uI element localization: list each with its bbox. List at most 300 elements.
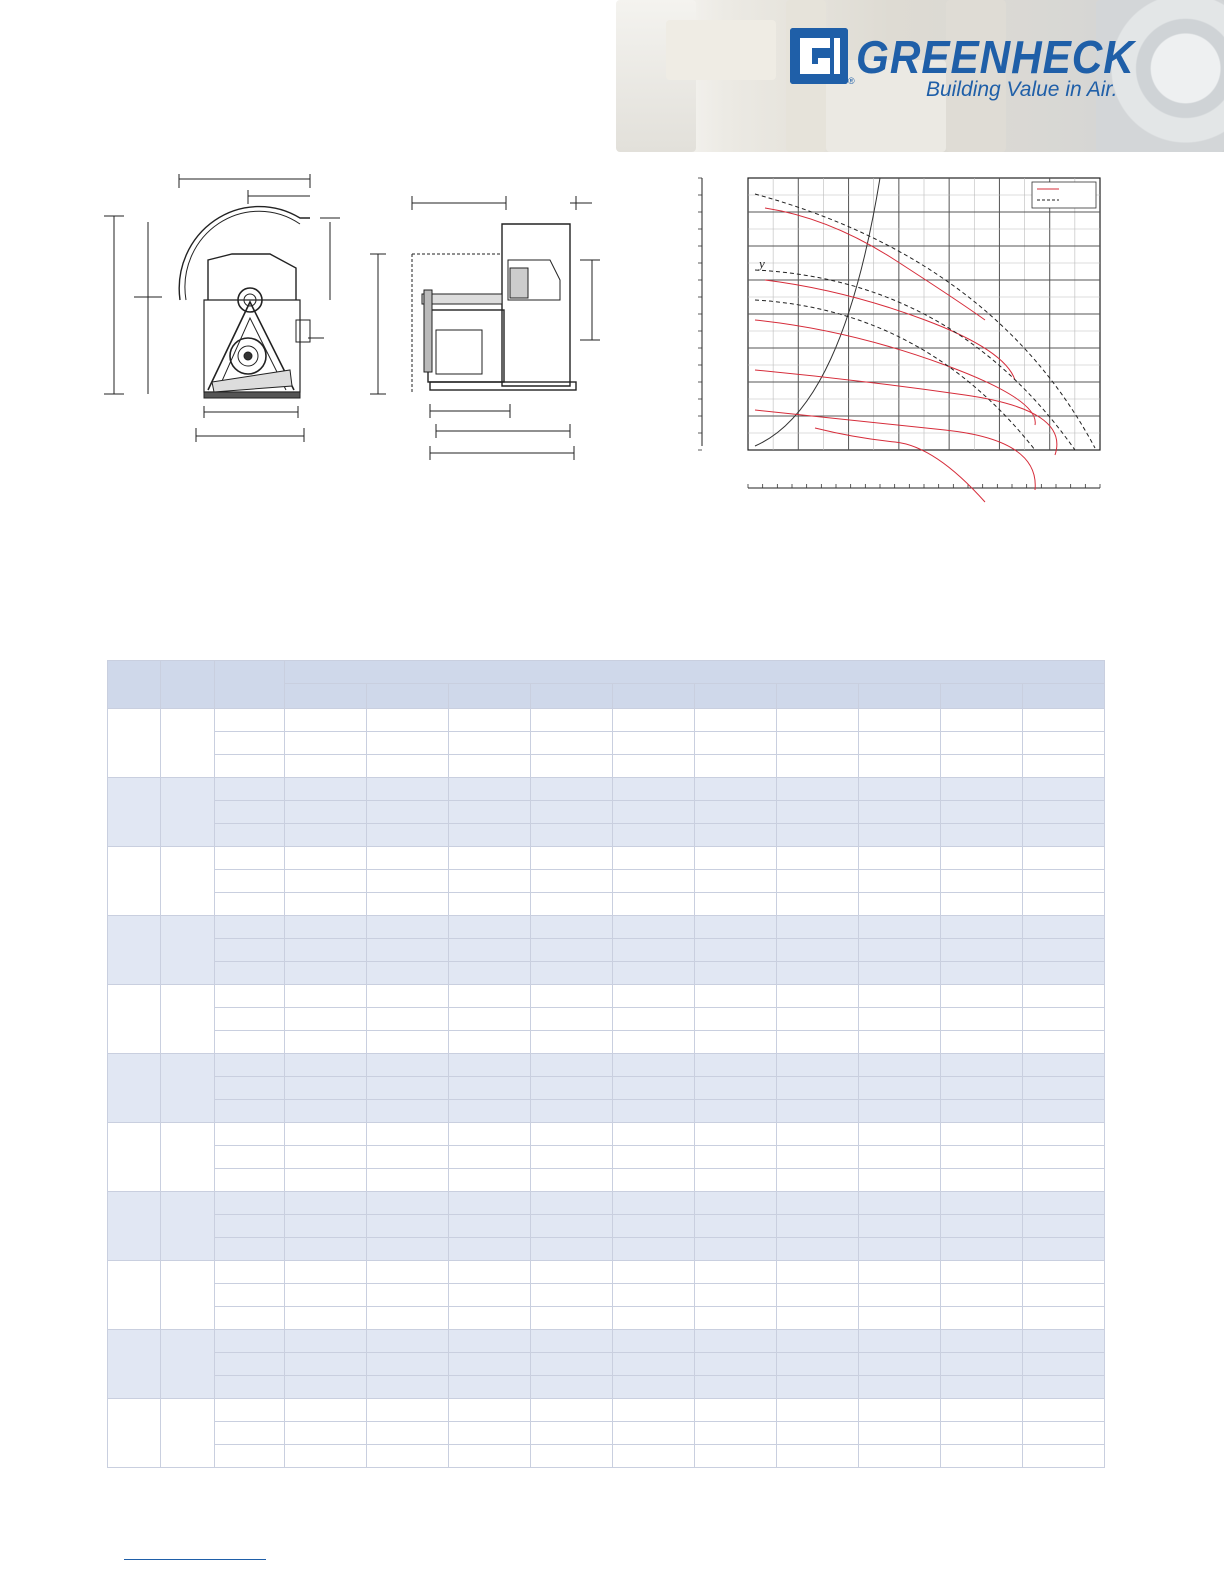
table-header-span (285, 661, 1105, 684)
table-cell (695, 1284, 777, 1307)
table-cell (777, 778, 859, 801)
table-cell (449, 1169, 531, 1192)
table-cell (1023, 1376, 1105, 1399)
table-cell (613, 962, 695, 985)
table-cell (777, 755, 859, 778)
table-cell (449, 1399, 531, 1422)
table-cell (531, 732, 613, 755)
table-cell (1023, 1307, 1105, 1330)
table-cell (613, 1008, 695, 1031)
table-cell (285, 985, 367, 1008)
table-cell (859, 1422, 941, 1445)
table-row (108, 1054, 1105, 1077)
table-cell (613, 755, 695, 778)
table-cell (777, 1330, 859, 1353)
table-group-cell (108, 985, 161, 1054)
footer-rule (124, 1559, 266, 1560)
table-cell (859, 847, 941, 870)
table-cell (367, 1284, 449, 1307)
table-cell (531, 1284, 613, 1307)
table-row (108, 1307, 1105, 1330)
table-row (108, 1215, 1105, 1238)
table-cell (449, 732, 531, 755)
table-subheader-cell (859, 684, 941, 709)
table-cell (859, 1031, 941, 1054)
table-cell (367, 1031, 449, 1054)
table-row (108, 1123, 1105, 1146)
table-cell (285, 962, 367, 985)
table-cell (531, 1192, 613, 1215)
table-cell (367, 1169, 449, 1192)
table-cell (449, 1261, 531, 1284)
table-cell (215, 732, 285, 755)
table-cell (367, 1077, 449, 1100)
performance-table (107, 660, 1105, 1468)
table-cell (613, 1353, 695, 1376)
table-cell (777, 1054, 859, 1077)
table-cell (777, 870, 859, 893)
table-group-cell (108, 1192, 161, 1261)
table-cell (859, 1008, 941, 1031)
table-cell (1023, 824, 1105, 847)
table-cell (695, 1330, 777, 1353)
table-cell (777, 1123, 859, 1146)
table-row (108, 755, 1105, 778)
table-cell (531, 847, 613, 870)
table-cell (859, 916, 941, 939)
table-cell (859, 1192, 941, 1215)
table-cell (941, 916, 1023, 939)
table-cell (1023, 1054, 1105, 1077)
table-cell (367, 755, 449, 778)
fan-curve-solid (755, 370, 1057, 455)
table-cell (285, 1123, 367, 1146)
table-cell (859, 985, 941, 1008)
table-cell (613, 916, 695, 939)
table-group-cell (161, 985, 215, 1054)
table-cell (777, 824, 859, 847)
table-cell (531, 1031, 613, 1054)
table-cell (449, 1100, 531, 1123)
table-cell (215, 1054, 285, 1077)
table-cell (941, 1422, 1023, 1445)
table-cell (367, 1330, 449, 1353)
table-cell (613, 1169, 695, 1192)
system-curve (755, 178, 880, 446)
table-cell (285, 1422, 367, 1445)
table-row (108, 962, 1105, 985)
table-cell (859, 1146, 941, 1169)
table-cell (367, 1307, 449, 1330)
table-cell (215, 709, 285, 732)
table-group-cell (161, 709, 215, 778)
table-row (108, 847, 1105, 870)
table-cell (777, 1031, 859, 1054)
table-cell (531, 1008, 613, 1031)
table-cell (285, 1238, 367, 1261)
table-cell (613, 870, 695, 893)
table-cell (695, 1077, 777, 1100)
table-cell (859, 1238, 941, 1261)
table-cell (367, 1100, 449, 1123)
chart-annotation-y: y (759, 256, 765, 271)
table-cell (367, 1123, 449, 1146)
table-cell (777, 939, 859, 962)
table-cell (285, 824, 367, 847)
table-cell (285, 1031, 367, 1054)
table-cell (613, 1422, 695, 1445)
table-cell (215, 939, 285, 962)
table-cell (941, 1192, 1023, 1215)
table-cell (613, 801, 695, 824)
table-cell (859, 1376, 941, 1399)
table-cell (695, 1123, 777, 1146)
table-cell (613, 1146, 695, 1169)
table-cell (777, 1100, 859, 1123)
table-subheader-cell (941, 684, 1023, 709)
table-row (108, 1100, 1105, 1123)
table-cell (1023, 939, 1105, 962)
brand-tagline: Building Value in Air. (926, 78, 1118, 101)
table-cell (531, 939, 613, 962)
table-cell (449, 1031, 531, 1054)
table-cell (215, 1169, 285, 1192)
table-row (108, 801, 1105, 824)
table-cell (941, 985, 1023, 1008)
table-cell (941, 709, 1023, 732)
table-cell (531, 1399, 613, 1422)
table-group-cell (161, 1054, 215, 1123)
table-cell (449, 1330, 531, 1353)
table-cell (215, 1031, 285, 1054)
table-cell (285, 1307, 367, 1330)
table-cell (215, 893, 285, 916)
table-cell (531, 1100, 613, 1123)
table-cell (215, 985, 285, 1008)
table-cell (777, 1077, 859, 1100)
table-cell (613, 1445, 695, 1468)
fan-curve-dashed (755, 300, 1035, 450)
table-cell (777, 1422, 859, 1445)
table-cell (695, 1353, 777, 1376)
brand-name: GREENHECK (856, 31, 1135, 83)
table-subheader-cell (367, 684, 449, 709)
table-cell (285, 916, 367, 939)
table-row (108, 824, 1105, 847)
table-cell (613, 1215, 695, 1238)
table-cell (285, 1284, 367, 1307)
table-cell (531, 1077, 613, 1100)
table-cell (695, 709, 777, 732)
table-cell (449, 1146, 531, 1169)
table-cell (859, 709, 941, 732)
table-cell (613, 1307, 695, 1330)
table-cell (777, 1399, 859, 1422)
table-cell (613, 1284, 695, 1307)
table-cell (285, 709, 367, 732)
table-cell (695, 1192, 777, 1215)
table-cell (449, 1215, 531, 1238)
table-cell (215, 1422, 285, 1445)
table-cell (613, 1077, 695, 1100)
table-cell (215, 1330, 285, 1353)
table-cell (613, 939, 695, 962)
table-cell (449, 1422, 531, 1445)
table-cell (285, 1146, 367, 1169)
table-cell (859, 939, 941, 962)
table-cell (859, 732, 941, 755)
table-cell (859, 1307, 941, 1330)
table-cell (1023, 1261, 1105, 1284)
table-cell (449, 824, 531, 847)
table-cell (941, 1284, 1023, 1307)
table-cell (449, 962, 531, 985)
table-cell (285, 1077, 367, 1100)
table-cell (941, 1307, 1023, 1330)
table-cell (215, 1376, 285, 1399)
table-row (108, 893, 1105, 916)
table-cell (367, 778, 449, 801)
table-subheader-cell (531, 684, 613, 709)
table-row (108, 1031, 1105, 1054)
table-cell (859, 778, 941, 801)
table-cell (215, 870, 285, 893)
table-row (108, 1330, 1105, 1353)
table-row (108, 1238, 1105, 1261)
table-cell (695, 985, 777, 1008)
table-row (108, 1146, 1105, 1169)
table-group-cell (108, 847, 161, 916)
table-group-cell (108, 709, 161, 778)
table-cell (941, 1376, 1023, 1399)
table-cell (613, 1330, 695, 1353)
table-cell (531, 962, 613, 985)
table-cell (941, 870, 1023, 893)
table-cell (695, 732, 777, 755)
table-row (108, 1353, 1105, 1376)
table-cell (941, 1054, 1023, 1077)
table-cell (695, 1215, 777, 1238)
table-cell (695, 916, 777, 939)
fan-side-view-drawing (370, 190, 610, 490)
table-cell (531, 1054, 613, 1077)
table-row (108, 1445, 1105, 1468)
table-cell (941, 1008, 1023, 1031)
table-cell (941, 1031, 1023, 1054)
table-cell (777, 1169, 859, 1192)
table-cell (941, 939, 1023, 962)
table-cell (859, 893, 941, 916)
table-cell (859, 1215, 941, 1238)
table-cell (613, 1238, 695, 1261)
table-cell (777, 732, 859, 755)
table-group-cell (108, 1330, 161, 1399)
table-cell (695, 1261, 777, 1284)
table-group-cell (161, 1330, 215, 1399)
table-cell (695, 1008, 777, 1031)
table-cell (859, 1100, 941, 1123)
table-cell (1023, 1169, 1105, 1192)
table-cell (695, 1376, 777, 1399)
table-cell (1023, 1284, 1105, 1307)
table-cell (531, 1261, 613, 1284)
table-cell (367, 801, 449, 824)
table-cell (613, 1054, 695, 1077)
table-cell (449, 1123, 531, 1146)
table-cell (449, 1307, 531, 1330)
table-cell (449, 1284, 531, 1307)
table-cell (941, 1215, 1023, 1238)
table-group-cell (108, 916, 161, 985)
table-cell (859, 755, 941, 778)
table-cell (941, 962, 1023, 985)
table-cell (859, 1123, 941, 1146)
table-group-cell (161, 847, 215, 916)
table-cell (941, 1123, 1023, 1146)
table-cell (941, 1445, 1023, 1468)
table-row (108, 778, 1105, 801)
table-group-cell (161, 778, 215, 847)
table-cell (449, 1077, 531, 1100)
table-cell (449, 1192, 531, 1215)
table-cell (695, 1146, 777, 1169)
table-cell (531, 1123, 613, 1146)
table-cell (449, 778, 531, 801)
table-cell (613, 1192, 695, 1215)
table-cell (1023, 709, 1105, 732)
table-cell (215, 1445, 285, 1468)
table-cell (613, 847, 695, 870)
table-cell (695, 778, 777, 801)
table-cell (1023, 732, 1105, 755)
table-cell (367, 939, 449, 962)
table-cell (941, 732, 1023, 755)
table-cell (285, 801, 367, 824)
table-cell (695, 1399, 777, 1422)
table-cell (367, 1054, 449, 1077)
table-cell (531, 778, 613, 801)
table-cell (449, 916, 531, 939)
table-cell (531, 755, 613, 778)
table-cell (1023, 1146, 1105, 1169)
table-group-cell (108, 1399, 161, 1468)
table-cell (285, 1054, 367, 1077)
table-cell (449, 1054, 531, 1077)
table-cell (449, 985, 531, 1008)
table-cell (1023, 1031, 1105, 1054)
table-cell (613, 1376, 695, 1399)
table-cell (613, 1031, 695, 1054)
table-cell (367, 1238, 449, 1261)
table-cell (695, 1445, 777, 1468)
table-cell (777, 962, 859, 985)
table-cell (613, 709, 695, 732)
fan-curve-solid (815, 428, 985, 502)
table-cell (613, 1261, 695, 1284)
table-cell (531, 1376, 613, 1399)
table-cell (449, 847, 531, 870)
table-cell (449, 1445, 531, 1468)
table-cell (777, 709, 859, 732)
table-cell (777, 1238, 859, 1261)
table-cell (531, 1238, 613, 1261)
table-cell (1023, 1445, 1105, 1468)
table-cell (367, 1261, 449, 1284)
table-cell (367, 1146, 449, 1169)
table-cell (1023, 847, 1105, 870)
table-cell (777, 1008, 859, 1031)
table-cell (215, 1123, 285, 1146)
table-cell (941, 801, 1023, 824)
table-cell (695, 1422, 777, 1445)
table-cell (777, 1146, 859, 1169)
table-cell (695, 1100, 777, 1123)
performance-chart (695, 170, 1115, 500)
table-row (108, 1422, 1105, 1445)
table-cell (695, 1307, 777, 1330)
table-cell (859, 1169, 941, 1192)
table-subheader-cell (695, 684, 777, 709)
table-cell (215, 1261, 285, 1284)
fan-front-view-drawing (100, 170, 340, 470)
table-cell (613, 1123, 695, 1146)
table-cell (367, 893, 449, 916)
table-cell (941, 1261, 1023, 1284)
table-group-cell (161, 1261, 215, 1330)
table-cell (859, 801, 941, 824)
table-cell (777, 1192, 859, 1215)
table-cell (215, 778, 285, 801)
table-cell (215, 1284, 285, 1307)
table-cell (215, 1192, 285, 1215)
table-cell (859, 1261, 941, 1284)
table-cell (367, 1399, 449, 1422)
table-cell (777, 893, 859, 916)
table-cell (367, 1376, 449, 1399)
table-cell (215, 1077, 285, 1100)
table-cell (859, 1445, 941, 1468)
table-cell (367, 1192, 449, 1215)
table-cell (285, 1008, 367, 1031)
table-cell (367, 1445, 449, 1468)
table-cell (531, 1307, 613, 1330)
table-cell (1023, 916, 1105, 939)
table-cell (695, 870, 777, 893)
table-cell (367, 962, 449, 985)
table-cell (1023, 755, 1105, 778)
table-row (108, 1008, 1105, 1031)
table-cell (1023, 893, 1105, 916)
table-row (108, 916, 1105, 939)
table-cell (367, 824, 449, 847)
table-cell (777, 1261, 859, 1284)
table-cell (215, 1100, 285, 1123)
table-cell (449, 1353, 531, 1376)
table-cell (941, 755, 1023, 778)
table-cell (367, 870, 449, 893)
table-cell (531, 1330, 613, 1353)
table-cell (285, 847, 367, 870)
table-cell (941, 1238, 1023, 1261)
table-cell (859, 1353, 941, 1376)
table-cell (859, 870, 941, 893)
table-cell (367, 1353, 449, 1376)
table-cell (695, 1169, 777, 1192)
table-row (108, 709, 1105, 732)
table-group-cell (161, 1192, 215, 1261)
table-cell (531, 916, 613, 939)
table-cell (1023, 1330, 1105, 1353)
